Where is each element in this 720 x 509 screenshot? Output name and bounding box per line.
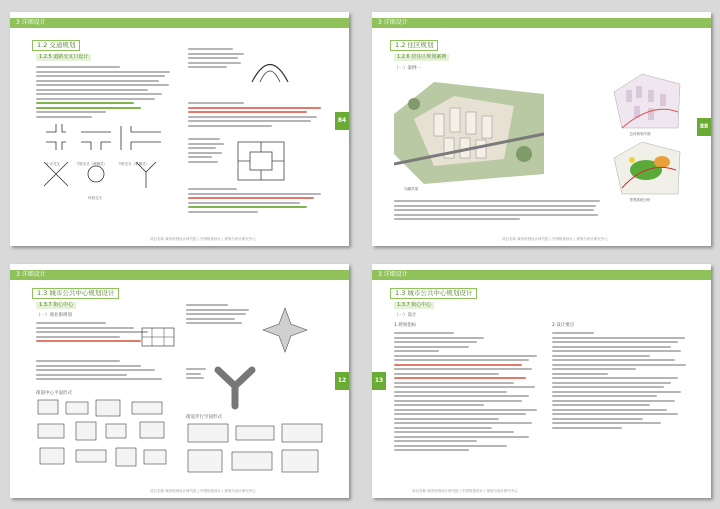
- shape-label: T形交叉（两侧式）: [76, 162, 108, 166]
- page-header-bar: [10, 18, 349, 28]
- left-heading: 街道中心平面形式: [36, 391, 72, 396]
- page-title: 1.2 住区规划: [390, 40, 438, 51]
- t-intersection-two-side: [81, 132, 111, 150]
- header-tag: 3 详细设计: [16, 271, 46, 278]
- text-block: [36, 66, 176, 120]
- section-label: （一）商业街规划: [36, 313, 72, 318]
- shape-label: T形交叉（单侧式）: [118, 162, 150, 166]
- right-heading: 街道步行空间形式: [186, 415, 222, 420]
- page-footer: 项目名称 城市规划设计研究院 | 中国规划设计 | 规划与设计研究中心: [412, 489, 518, 493]
- page-top-left: [10, 12, 349, 246]
- text-block: [394, 200, 604, 223]
- page-footer: 项目名称 城市规划设计研究院 | 中国规划设计 | 规划与设计研究中心: [150, 489, 256, 493]
- text-block-right-2: [186, 368, 208, 382]
- shape-label: 环形交叉: [88, 196, 102, 200]
- text-block-right-3: [188, 138, 228, 165]
- page-bottom-right: [372, 264, 711, 498]
- text-block-right: [186, 304, 256, 327]
- page-header-bar: [372, 270, 711, 280]
- page-top-right: [372, 12, 711, 246]
- y-shape-diagram: [210, 364, 260, 410]
- page-subtitle: 1.2.6 居住区规划案例: [394, 54, 449, 61]
- page-number: 13: [372, 372, 386, 390]
- page-number: 12: [335, 372, 349, 390]
- figure-caption: 鸟瞰效果: [404, 187, 418, 191]
- page-header-bar: [10, 270, 349, 280]
- page-title: 1.3 城市公共中心规划设计: [32, 288, 119, 299]
- roundabout-diagram: [88, 166, 104, 182]
- shape-label: 十字交叉: [46, 162, 60, 166]
- section-label: （一）案例一: [394, 66, 421, 71]
- text-block-2: [36, 360, 176, 383]
- cross-intersection-diagram: [46, 124, 66, 150]
- page-title: 1.2 交通规划: [32, 40, 80, 51]
- street-space-plans: [186, 422, 326, 482]
- header-tag: 3 详细设计: [378, 19, 408, 26]
- intersection-diagrams: [36, 122, 176, 192]
- section-label: （一）设计: [394, 313, 417, 318]
- page-header-bar: [372, 18, 711, 28]
- curve-road-diagram: [250, 52, 290, 92]
- street-section-diagram: [140, 324, 176, 350]
- street-center-plans: [36, 398, 176, 470]
- page-footer: 项目名称 城市规划设计研究院 | 中国规划设计 | 规划与设计研究中心: [150, 237, 256, 241]
- figure-caption: 景观系统分析: [629, 198, 651, 202]
- site-plan-image: [612, 72, 682, 130]
- page-subtitle: 1.2.5 道路交叉口设计: [36, 54, 91, 61]
- page-subtitle: 1.3.7 街心中心: [36, 302, 76, 309]
- aerial-rendering-image: [394, 74, 544, 184]
- t-intersection-one-side: [121, 126, 161, 150]
- text-block-right-4: [188, 188, 328, 215]
- page-bottom-left: [10, 264, 349, 498]
- page-title: 1.3 城市公共中心规划设计: [390, 288, 477, 299]
- column-heading: 1.规划指标: [394, 323, 417, 328]
- page-subtitle: 1.3.7 街心中心: [394, 302, 434, 309]
- text-block-right: [188, 48, 244, 71]
- figure-caption: 总体规划平面: [629, 132, 651, 136]
- road-grid-diagram: [236, 140, 286, 182]
- page-number: 84: [335, 112, 349, 130]
- text-column-left: [394, 332, 544, 454]
- text-block-right-2: [188, 102, 328, 129]
- text-column-right: [552, 332, 692, 431]
- landscape-analysis-image: [612, 140, 682, 196]
- page-number: 88: [697, 118, 711, 136]
- header-tag: 3 详细设计: [16, 19, 46, 26]
- page-footer: 项目名称 城市规划设计研究院 | 中国规划设计 | 规划与设计研究中心: [502, 237, 608, 241]
- header-tag: 3 详细设计: [378, 271, 408, 278]
- tri-shape-diagram: [260, 304, 310, 354]
- column-heading: 2.设计要点: [552, 323, 575, 328]
